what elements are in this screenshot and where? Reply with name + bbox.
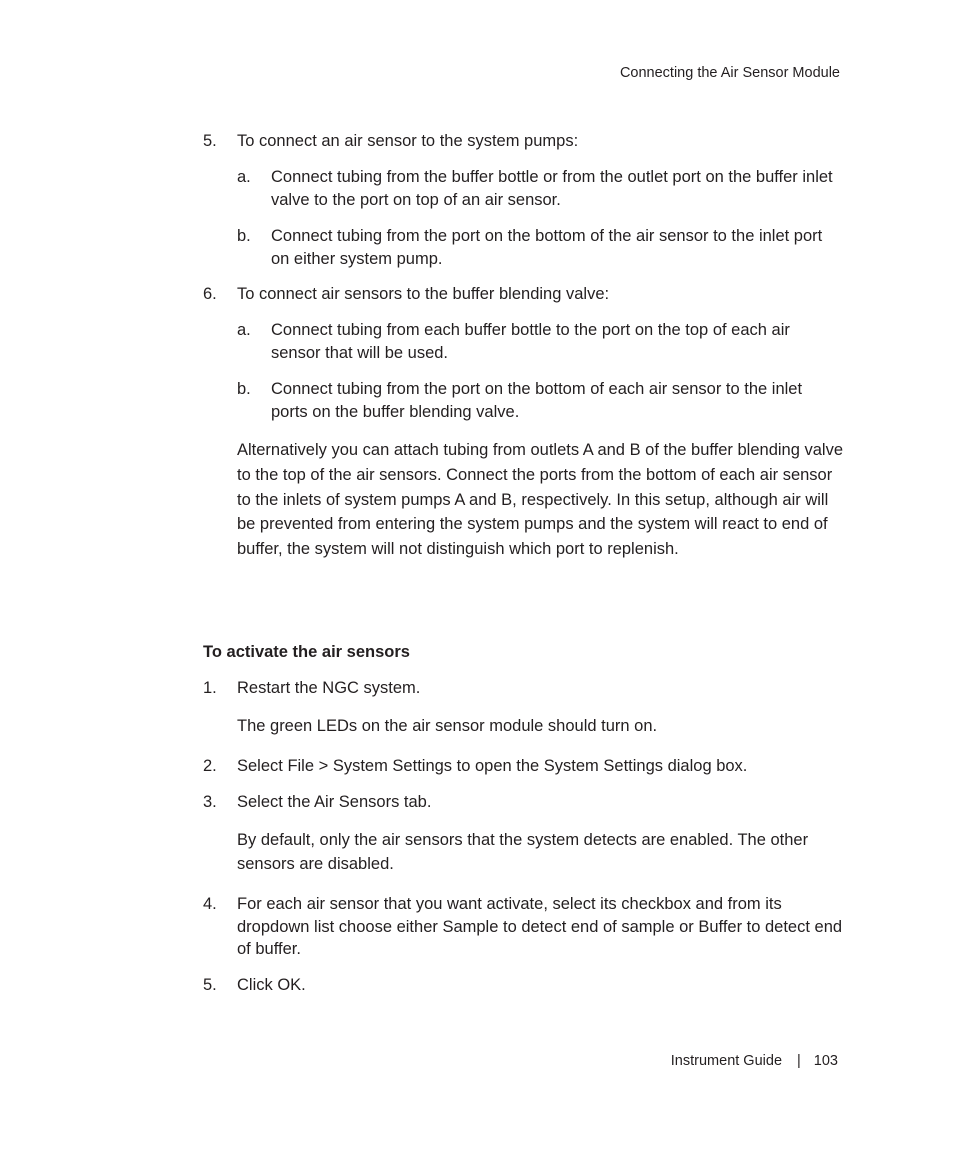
step-number: 2.: [203, 757, 217, 775]
activate-step-1: [203, 677, 843, 700]
step-6a: [203, 319, 843, 364]
sub-list-item: [203, 319, 843, 364]
step-number: 5.: [203, 976, 217, 994]
step-number: 4.: [203, 895, 217, 913]
step-6: [203, 283, 843, 306]
step-5: [203, 130, 843, 153]
activate-step-4: [203, 893, 843, 961]
note-paragraph: Alternatively you can attach tubing from outlets A and B of the buffer blending valve to the top of the air sensors. Connect the ports from the bottom of each air sensor to the inlets of system pumps A and B, respectively. In this setup, although air will be prevented from entering the system pumps and the system will react to end of buffer, the system will not distinguish which port to replenish.: [237, 441, 843, 559]
step-5b: [203, 225, 843, 270]
footer-separator: |: [797, 1053, 801, 1069]
activate-step-5: [203, 974, 843, 997]
guide-name: Instrument Guide: [670, 1053, 783, 1069]
step-number: 3.: [203, 793, 217, 811]
substep-text: Connect tubing from the port on the bottom of each air sensor to the inlet ports on the buffer blending valve.: [271, 380, 803, 421]
substep-letter: a.: [237, 321, 251, 339]
section-heading-block: [203, 641, 843, 663]
activate-step-1-note: [203, 715, 843, 739]
step-number: 6.: [203, 285, 217, 303]
step-6b: [203, 378, 843, 423]
page-footer: [671, 1051, 838, 1071]
page-number: 103: [813, 1053, 838, 1069]
substep-letter: b.: [237, 380, 251, 398]
section-heading: To activate the air sensors: [203, 643, 410, 661]
note-paragraph: The green LEDs on the air sensor module should turn on.: [237, 717, 658, 735]
step-number: 5.: [203, 132, 217, 150]
activate-step-2: [203, 755, 843, 778]
substep-letter: b.: [237, 227, 251, 245]
list-item: [203, 893, 843, 961]
activate-step-3-note: [203, 829, 843, 876]
note-paragraph: By default, only the air sensors that the system detects are enabled. The other sensors are disabled.: [237, 831, 809, 873]
running-header: Connecting the Air Sensor Module: [619, 65, 840, 81]
list-item: [203, 755, 843, 778]
activate-step-3: [203, 791, 843, 814]
step-text: Select the Air Sensors tab.: [237, 793, 432, 811]
list-item: [203, 677, 843, 700]
sub-list-item: [203, 378, 843, 423]
substep-letter: a.: [237, 168, 251, 186]
step-text: For each air sensor that you want activate, select its checkbox and from its dropdown list choose either Sample to detect end of sample or Buffer to detect end of buffer.: [237, 895, 843, 958]
list-item: [203, 283, 843, 306]
step-text: To connect an air sensor to the system pumps:: [237, 132, 579, 150]
step-text: To connect air sensors to the buffer blending valve:: [237, 285, 610, 303]
step-text: Restart the NGC system.: [237, 679, 421, 697]
step-number: 1.: [203, 679, 217, 697]
step-6-note: [203, 438, 843, 562]
step-text: Select File > System Settings to open the System Settings dialog box.: [237, 757, 748, 775]
substep-text: Connect tubing from the buffer bottle or from the outlet port on the buffer inlet valve to the port on top of an air sensor.: [271, 168, 833, 209]
list-item: [203, 791, 843, 814]
sub-list-item: [203, 225, 843, 270]
step-5a: [203, 166, 843, 211]
list-item: [203, 130, 843, 153]
step-text: Click OK.: [237, 976, 306, 994]
list-item: [203, 974, 843, 997]
substep-text: Connect tubing from each buffer bottle to the port on the top of each air sensor that will be used.: [271, 321, 790, 362]
sub-list-item: [203, 166, 843, 211]
substep-text: Connect tubing from the port on the bottom of the air sensor to the inlet port on either system pump.: [271, 227, 823, 268]
